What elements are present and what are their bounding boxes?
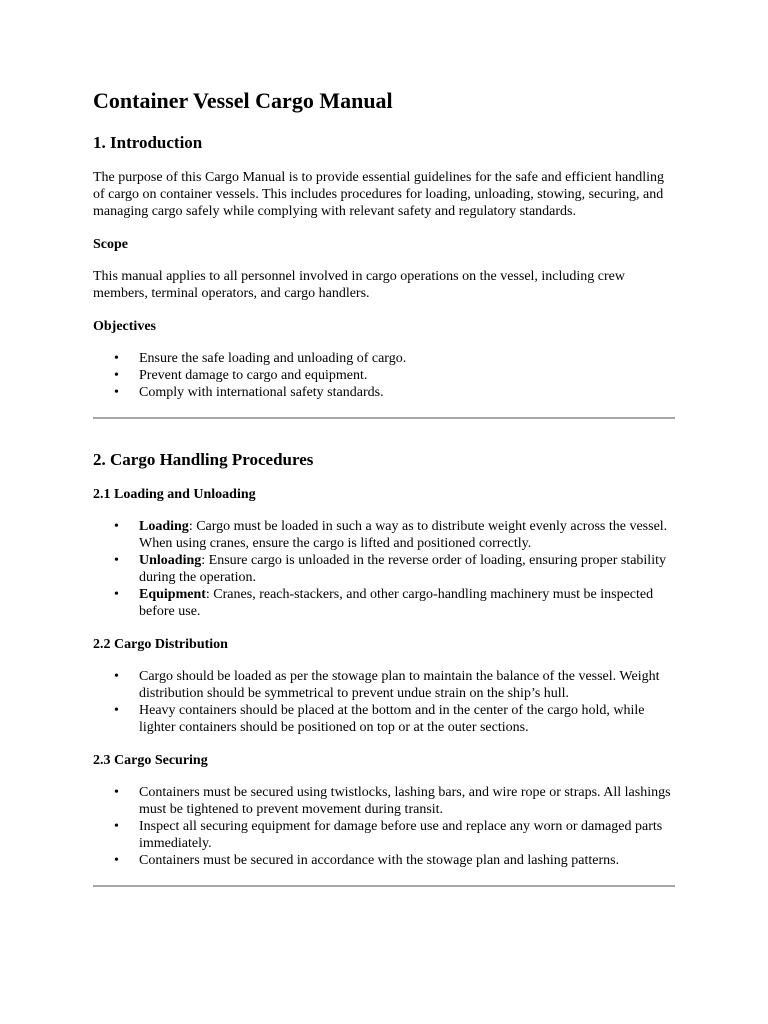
list-item-text: Ensure the safe loading and unloading of cargo. bbox=[139, 351, 407, 366]
bullet-icon: • bbox=[114, 819, 119, 834]
bullet-icon: • bbox=[114, 519, 119, 534]
section-heading-cargo-handling: 2. Cargo Handling Procedures bbox=[93, 450, 314, 469]
list-item bbox=[114, 518, 675, 552]
list-item-text: Containers must be secured using twistlocks, lashing bars, and wire rope or straps. All lashings must be tightened to prevent movement during transit. bbox=[139, 785, 671, 817]
list-item bbox=[114, 367, 675, 384]
list-item bbox=[114, 350, 675, 367]
subsection-heading-distribution: 2.2 Cargo Distribution bbox=[93, 637, 228, 652]
list-item-text: Heavy containers should be placed at the bottom and in the center of the cargo hold, while lighter containers should be positioned on top or at the outer sections. bbox=[139, 703, 645, 735]
bullet-icon: • bbox=[114, 703, 119, 718]
bullet-icon: • bbox=[114, 785, 119, 800]
bullet-icon: • bbox=[114, 553, 119, 568]
list-item-term: Unloading bbox=[139, 553, 202, 568]
bullet-icon: • bbox=[114, 385, 119, 400]
list-item-text: Inspect all securing equipment for damage before use and replace any worn or damaged parts immediately. bbox=[139, 819, 663, 851]
objectives-heading: Objectives bbox=[93, 319, 156, 334]
introduction-paragraph: The purpose of this Cargo Manual is to provide essential guidelines for the safe and efficient handling of cargo on container vessels. This includes procedures for loading, unloading, stowing, securing, and managing cargo safely while complying with relevant safety and regulatory standards. bbox=[93, 170, 665, 219]
subsection-heading-securing: 2.3 Cargo Securing bbox=[93, 753, 208, 768]
section-divider bbox=[93, 417, 675, 419]
bullet-icon: • bbox=[114, 351, 119, 366]
list-item-term: Loading bbox=[139, 519, 189, 534]
document-title: Container Vessel Cargo Manual bbox=[93, 88, 393, 113]
section-heading-introduction: 1. Introduction bbox=[93, 133, 203, 152]
bullet-icon: • bbox=[114, 587, 119, 602]
list-item bbox=[114, 784, 675, 818]
loading-list bbox=[93, 518, 675, 620]
objectives-list bbox=[93, 350, 675, 401]
list-item-term: Equipment bbox=[139, 587, 206, 602]
list-item-text: Prevent damage to cargo and equipment. bbox=[139, 368, 368, 383]
section-divider bbox=[93, 885, 675, 887]
securing-list bbox=[93, 784, 675, 869]
list-item bbox=[114, 552, 675, 586]
list-item bbox=[114, 702, 675, 736]
subsection-heading-loading: 2.1 Loading and Unloading bbox=[93, 487, 256, 502]
scope-heading: Scope bbox=[93, 237, 128, 252]
bullet-icon: • bbox=[114, 853, 119, 868]
list-item-text: : Ensure cargo is unloaded in the reverse order of loading, ensuring proper stability during the operation. bbox=[139, 553, 666, 585]
list-item bbox=[114, 384, 675, 401]
list-item-text: : Cranes, reach-stackers, and other cargo-handling machinery must be inspected before use. bbox=[139, 587, 654, 619]
list-item-text: Comply with international safety standards. bbox=[139, 385, 384, 400]
bullet-icon: • bbox=[114, 368, 119, 383]
list-item bbox=[114, 586, 675, 620]
list-item bbox=[114, 852, 675, 869]
list-item-text: Containers must be secured in accordance with the stowage plan and lashing patterns. bbox=[139, 853, 620, 868]
distribution-list bbox=[93, 668, 675, 736]
list-item bbox=[114, 668, 675, 702]
bullet-icon: • bbox=[114, 669, 119, 684]
list-item-text: : Cargo must be loaded in such a way as to distribute weight evenly across the vessel. When using cranes, ensure the cargo is lifted and positioned correctly. bbox=[139, 519, 668, 551]
scope-paragraph: This manual applies to all personnel involved in cargo operations on the vessel, including crew members, terminal operators, and cargo handlers. bbox=[93, 269, 625, 301]
list-item-text: Cargo should be loaded as per the stowage plan to maintain the balance of the vessel. Weight distribution should be symmetrical to prevent undue strain on the ship’s hull. bbox=[139, 669, 660, 701]
list-item bbox=[114, 818, 675, 852]
